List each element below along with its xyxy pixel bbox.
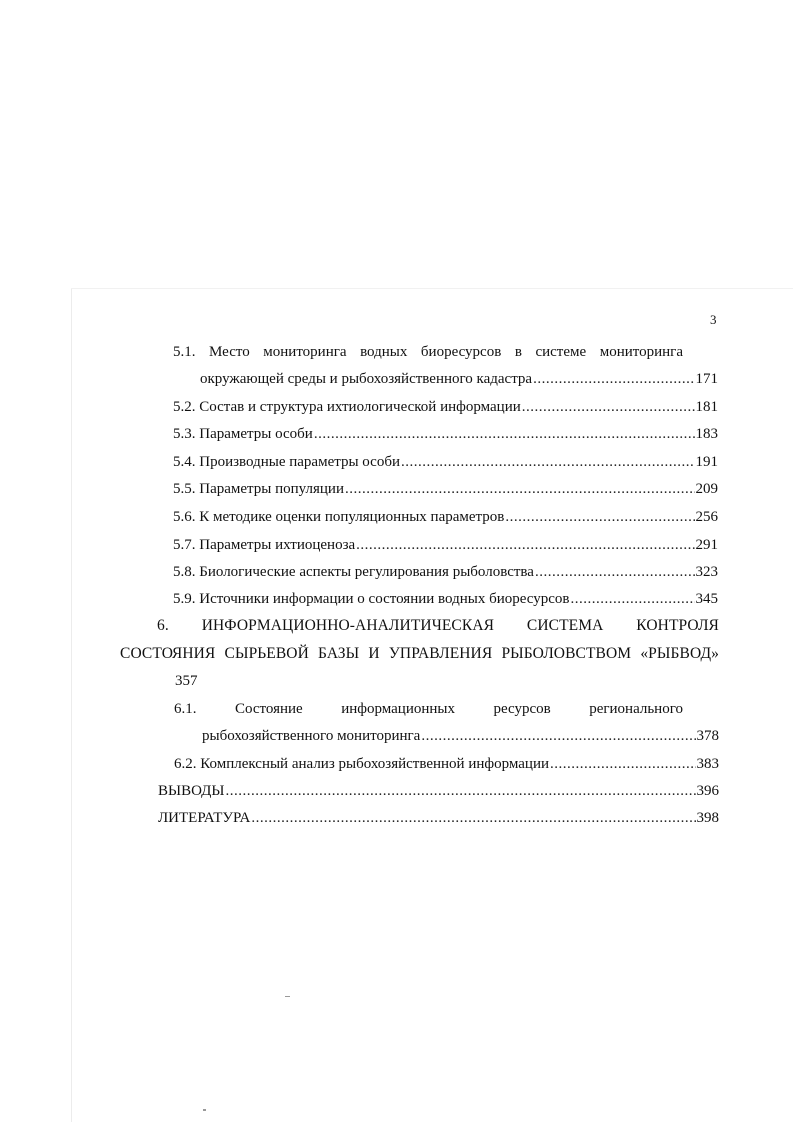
dot-leader (533, 370, 694, 388)
dot-leader (522, 398, 695, 416)
toc-entry-5-1-continuation: окружающей среды и рыбохозяйственного кадастра (200, 371, 533, 387)
dot-leader (356, 536, 694, 554)
dot-leader (550, 755, 696, 773)
toc-page-5-8: 323 (695, 564, 718, 580)
toc-entry-6-2 (174, 755, 719, 773)
toc-page-conclusions: 396 (696, 783, 719, 799)
toc-page-6-1: 378 (696, 728, 719, 744)
toc-entry-5-9 (173, 590, 718, 608)
toc-page-6: 357 (175, 673, 198, 689)
toc-entry-5-7 (173, 536, 718, 554)
toc-entry-5-1-line1: 5.1. Место мониторинга водных биоресурсов в системе мониторинга (173, 344, 683, 360)
toc-entry-5-5 (173, 480, 718, 498)
toc-entry-5-6 (173, 508, 718, 526)
toc-entry-5-2 (173, 398, 718, 416)
toc-entry-6-1-line2 (202, 727, 719, 745)
toc-entry-5-1-line2 (200, 370, 718, 388)
toc-page-5-2: 181 (695, 399, 718, 415)
dot-leader (421, 727, 695, 745)
toc-label-5-9: 5.9. Источники информации о состоянии водных биоресурсов (173, 591, 570, 607)
toc-page-5-4: 191 (695, 454, 718, 470)
toc-page-5-5: 209 (695, 481, 718, 497)
toc-entry-5-3 (173, 425, 718, 443)
scan-edge-left (71, 288, 72, 1122)
page-number: 3 (710, 312, 717, 327)
toc-page-5-6: 256 (695, 509, 718, 525)
toc-label-5-3: 5.3. Параметры особи (173, 426, 313, 442)
toc-page-5-7: 291 (695, 537, 718, 553)
toc-entry-6-1-continuation: рыбохозяйственного мониторинга (202, 728, 421, 744)
scan-speck (203, 1109, 206, 1111)
toc-chapter-6-line1: 6. ИНФОРМАЦИОННО-АНАЛИТИЧЕСКАЯ СИСТЕМА КОНТРОЛЯ (157, 617, 719, 634)
toc-page-6-2: 383 (696, 756, 719, 772)
toc-label-5-6: 5.6. К методике оценки популяционных параметров (173, 509, 505, 525)
toc-page-5-3: 183 (695, 426, 718, 442)
dot-leader (570, 590, 694, 608)
toc-label-5-5: 5.5. Параметры популяции (173, 481, 344, 497)
toc-entry-5-8 (173, 563, 718, 581)
toc-label-5-8: 5.8. Биологические аспекты регулирования рыболовства (173, 564, 534, 580)
dot-leader (345, 480, 695, 498)
toc-entry-6-1-line1: 6.1. Состояние информационных ресурсов регионального (174, 701, 683, 717)
dot-leader (535, 563, 695, 581)
dot-leader (251, 809, 695, 827)
toc-label-6-2: 6.2. Комплексный анализ рыбохозяйственной информации (174, 756, 549, 772)
scan-edge-top (71, 288, 793, 289)
toc-entry-literature (158, 809, 719, 827)
toc-entry-5-4 (173, 453, 718, 471)
toc-label-5-7: 5.7. Параметры ихтиоценоза (173, 537, 356, 553)
dot-leader (314, 425, 695, 443)
toc-chapter-6-line2: СОСТОЯНИЯ СЫРЬЕВОЙ БАЗЫ И УПРАВЛЕНИЯ РЫБОЛОВСТВОМ «РЫБВОД» (120, 645, 719, 662)
dot-leader (401, 453, 695, 471)
dot-leader (505, 508, 694, 526)
toc-label-conclusions: ВЫВОДЫ (158, 783, 225, 799)
toc-page-literature: 398 (696, 810, 719, 826)
toc-label-5-4: 5.4. Производные параметры особи (173, 454, 400, 470)
toc-label-literature: ЛИТЕРАТУРА (158, 810, 251, 826)
toc-entry-conclusions (158, 782, 719, 800)
dot-leader (226, 782, 696, 800)
toc-page-5-1: 171 (695, 371, 718, 387)
toc-label-5-2: 5.2. Состав и структура ихтиологической информации (173, 399, 521, 415)
toc-page-5-9: 345 (695, 591, 718, 607)
scan-speck (285, 996, 290, 997)
